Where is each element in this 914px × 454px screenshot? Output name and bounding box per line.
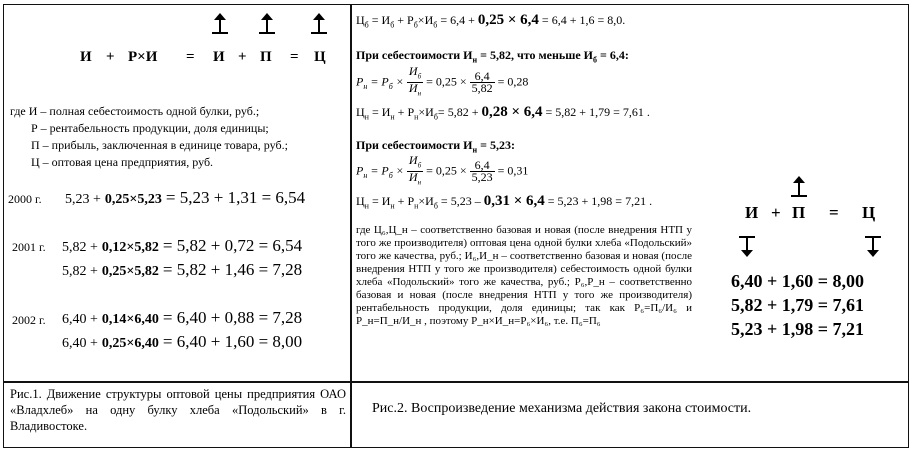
text: = Р xyxy=(367,74,389,89)
text: При себестоимости И xyxy=(356,138,473,152)
text: = 5,23 – xyxy=(437,194,484,208)
text: = 0,25 × xyxy=(426,74,470,89)
formula-p: П xyxy=(260,49,272,65)
fraction: $\frac{И_б}{И_н}$ xyxy=(408,153,422,187)
figure-caption: Рис.1. Движение структуры оптовой цены предприятия ОАО «Владхлеб» на одну булку хлеба «Подольский» в г. Владивостоке. xyxy=(10,387,346,433)
formula-rxi: Р×И xyxy=(128,49,158,65)
calc-profit: 0,25×6,40 xyxy=(101,336,159,351)
formula-i: И xyxy=(745,203,759,222)
calc-base: 5,82 + xyxy=(62,264,98,279)
formula-eq2: = xyxy=(290,49,299,65)
text: Ц xyxy=(356,105,365,119)
text: 0,25 × 6,4 xyxy=(477,12,539,28)
formula-c: Ц xyxy=(862,203,876,222)
text: Ц xyxy=(356,13,365,27)
calc-row-2000 xyxy=(65,188,305,208)
text: 0,28 × 6,4 xyxy=(481,104,543,120)
text: И xyxy=(408,170,418,185)
calc-profit: 0,25×5,82 xyxy=(101,264,159,279)
legend-line: где И – полная себестоимость одной булки, руб.; xyxy=(10,104,260,118)
text: = 5,82, что меньше И xyxy=(477,48,594,62)
calc-base: 6,40 + xyxy=(62,312,98,327)
text: × xyxy=(392,163,407,178)
calc-row-2002-b xyxy=(62,332,302,352)
text: И xyxy=(408,64,418,78)
calc-profit: 0,25×5,23 xyxy=(104,192,162,207)
arrow-up-icon xyxy=(791,176,807,198)
text: 0,31 × 6,4 xyxy=(483,193,545,209)
year-label: 2001 г. xyxy=(12,240,46,254)
legend-line: П – прибыль, заключенная в единице товара, руб.; xyxy=(31,138,288,152)
fraction: $\frac{6,4}{5,23}$ xyxy=(471,158,493,185)
text: = 6,4: xyxy=(597,48,629,62)
formula-eq: = xyxy=(829,203,839,222)
year-label: 2000 г. xyxy=(8,192,42,206)
text: = 5,23: xyxy=(477,138,515,152)
calc-base: 5,82 + xyxy=(62,240,98,255)
text: Р xyxy=(356,74,364,89)
text: = И xyxy=(368,13,391,27)
formula-i: И xyxy=(80,49,92,65)
text: Ц xyxy=(356,194,365,208)
calc-result: = 6,40 + 1,60 = 8,00 xyxy=(162,332,303,351)
calc-result: = 5,82 + 0,72 = 6,54 xyxy=(162,236,303,255)
text: = 5,82 + xyxy=(437,105,482,119)
text: ×И xyxy=(418,194,434,208)
legend-line: Р – рентабельность продукции, доля единицы; xyxy=(31,121,269,135)
calc-profit: 0,12×5,82 xyxy=(101,240,159,255)
formula-i2: И xyxy=(213,49,225,65)
formula-plus: + xyxy=(771,203,781,222)
text: = 0,25 × xyxy=(426,163,470,178)
arrow-down-icon xyxy=(865,236,881,258)
calc-result: = 5,82 + 1,46 = 7,28 xyxy=(162,260,303,279)
figure-caption: Рис.2. Воспроизведение механизма действия закона стоимости. xyxy=(372,401,752,416)
text: И xyxy=(408,153,418,167)
text: = 6,4 + 1,6 = 8,0. xyxy=(538,13,626,27)
text: = Р xyxy=(367,163,389,178)
definitions-note: где Ц₆,Ц_н – соответственно базовая и новая (после внедрения НТП у того же производителя) оптовая цена одной булки хлеба «Подольский» того же качества, руб.; И₆,И_н – соответственно базовая и новая (после внедрения НТП у того же производителя) себестоимость одной булки хлеба «Подольский» того же качества, руб.; Р₆,Р_н – соответственно базовая и новая (после внедрения НТП у того же производителя) рентабельность продукции, доля единицы; так как Р₆=П₆/И₆ и Р_н=П_н/И_н , поэтому Р_н×И_н=Р₆×И₆, т.е. П₆=П₆ xyxy=(356,224,692,327)
formula-plus: + xyxy=(106,49,115,65)
base-price-formula: $Ц_б = И_б + Р_б\times И_б = 6,4 + 0,25 \times 6,4 = 6,4 + 1,6 = 8,0$. xyxy=(356,12,626,30)
fraction: $\frac{И_б}{И_н}$ xyxy=(408,64,422,98)
result-line: 5,82 + 1,79 = 7,61 xyxy=(731,295,865,315)
rentability-formula-2: $Р_н = Р_б$ × $\frac{И_б}{И_н}$ = 0,25 × $\frac{6,4}{5,23}$ = 0,31 xyxy=(356,153,529,187)
result-line: 6,40 + 1,60 = 8,00 xyxy=(731,271,865,291)
text: При себестоимости И xyxy=(356,48,473,62)
text: × xyxy=(392,74,407,89)
arrow-down-icon xyxy=(739,236,755,258)
price-formula-2: $Ц_н = И_н + Р_н\times И_б = 5,23 - 0,31 \times 6,4 = 5,23 + 1,98 = 7,21$ . xyxy=(356,193,653,211)
rentability-formula-1: $Р_н = Р_б$ × $\frac{И_б}{И_н}$ = 0,25 × $\frac{6,4}{5,82}$ = 0,28 xyxy=(356,64,529,98)
text: = 0,31 xyxy=(497,163,529,178)
text: + Р xyxy=(394,105,415,119)
text: ×И xyxy=(418,105,434,119)
caption-divider xyxy=(3,381,909,383)
calc-result: = 6,40 + 0,88 = 7,28 xyxy=(162,308,303,327)
section-title-1: При себестоимости $И_н = 5,82$, что меньше $И_б = 6,4$: xyxy=(356,48,629,65)
text: = И xyxy=(368,194,391,208)
text: = 5,23 + 1,98 = 7,21 . xyxy=(544,194,653,208)
year-label: 2002 г. xyxy=(12,313,46,327)
calc-result: = 5,23 + 1,31 = 6,54 xyxy=(165,188,306,207)
formula-c: Ц xyxy=(314,49,326,65)
arrow-up-icon xyxy=(311,13,327,35)
text: = 6,4 + xyxy=(437,13,478,27)
text: И xyxy=(408,81,418,96)
calc-base: 6,40 + xyxy=(62,336,98,351)
section-title-2: При себестоимости $И_н = 5,23$: xyxy=(356,138,515,155)
text: Р xyxy=(356,163,364,178)
text: + Р xyxy=(394,194,415,208)
calc-base: 5,23 + xyxy=(65,192,101,207)
result-line: 5,23 + 1,98 = 7,21 xyxy=(731,319,865,339)
formula-plus2: + xyxy=(238,49,247,65)
text: = И xyxy=(368,105,391,119)
arrow-up-icon xyxy=(259,13,275,35)
price-formula-1: $Ц_н = И_н + Р_н\times И_б= 5,82 + 0,28 \times 6,4 = 5,82 + 1,79 = 7,61$ . xyxy=(356,104,650,122)
arrow-up-icon xyxy=(212,13,228,35)
text: + Р xyxy=(394,13,414,27)
calc-profit: 0,14×6,40 xyxy=(101,312,159,327)
calc-row-2001-a xyxy=(62,236,302,256)
legend-line: Ц – оптовая цена предприятия, руб. xyxy=(31,155,214,169)
fraction: $\frac{6,4}{5,82}$ xyxy=(471,69,493,96)
formula-p: П xyxy=(792,203,806,222)
formula-eq: = xyxy=(186,49,195,65)
calc-row-2002-a xyxy=(62,308,302,328)
calc-row-2001-b xyxy=(62,260,302,280)
text: = 5,82 + 1,79 = 7,61 . xyxy=(542,105,650,119)
text: = 0,28 xyxy=(497,74,529,89)
text: ×И xyxy=(417,13,434,27)
